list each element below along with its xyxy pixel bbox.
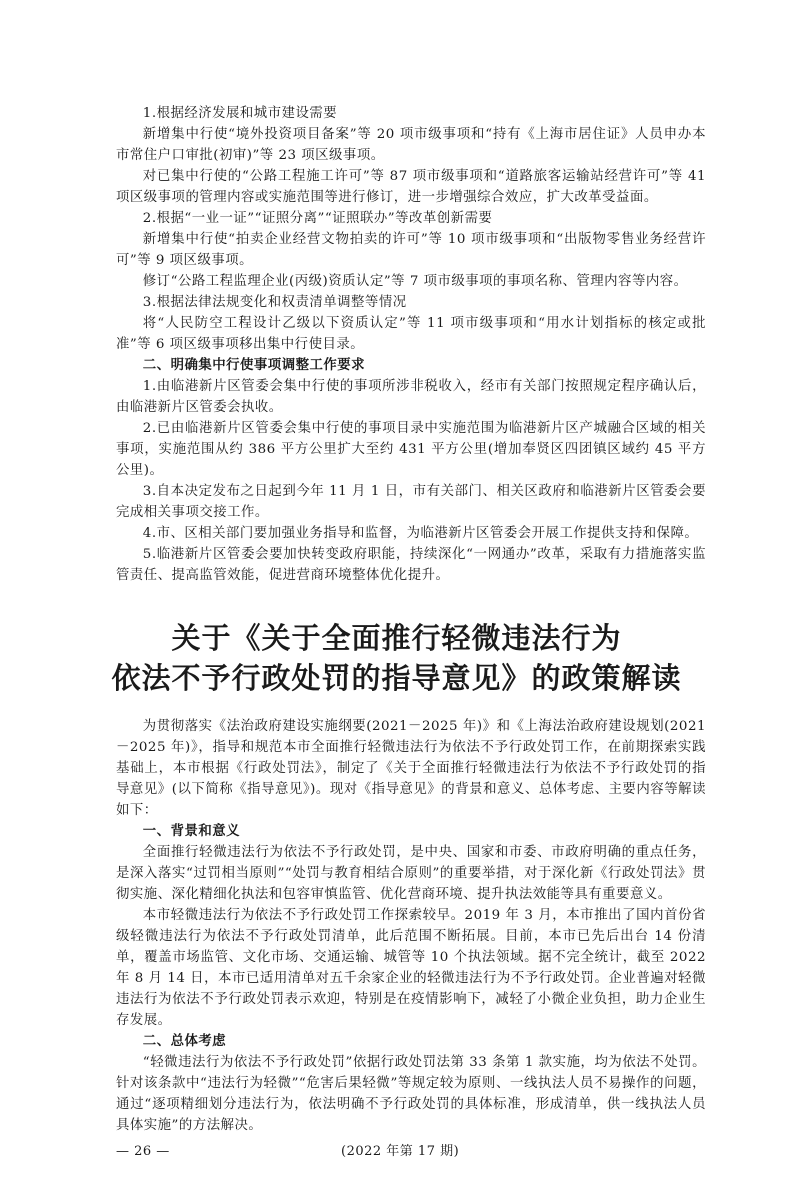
paragraph: 本市轻微违法行为依法不予行政处罚工作探索较早。2019 年 3 月，本市推出了国内首份省级轻微违法行为依法不予行政处罚清单，此后范围不断拓展。目前，本市已先后出台 14 份清单，覆盖市场监管、文化市场、交通运输、城管等 10 个执法领域。据不完全统计，截至 2022 年 8 月 14 日，本市已适用清单对五千余家企业的轻微违法行为不予行政处罚。企业普遍对轻微违法行为依法不予行政处罚表示欢迎，特别是在疫情影响下，减轻了小微企业负担，助力企业生存发展。: [116, 908, 706, 1028]
section-heading: 二、总体考虑: [142, 1034, 227, 1049]
paragraph: 4.市、区相关部门要加强业务指导和监督，为临港新片区管委会开展工作提供支持和保障。: [142, 526, 699, 541]
paragraph: 对已集中行使的“公路工程施工许可”等 87 项市级事项和“道路旅客运输站经营许可”等 41 项区级事项的管理内容或实施范围等进行修订，进一步增强综合效应，扩大改革受益面。: [116, 169, 706, 205]
article-title: [0, 618, 793, 698]
paragraph: 1.由临港新片区管委会集中行使的事项所涉非税收入，经市有关部门按照规定程序确认后，由临港新片区管委会执收。: [116, 379, 706, 415]
paragraph: 为贯彻落实《法治政府建设实施纲要(2021－2025 年)》和《上海法治政府建设规划(2021－2025 年)》，指导和规范本市全面推行轻微违法行为依法不予行政处罚工作，在前期探索实践基础上，本市根据《行政处罚法》，制定了《关于全面推行轻微违法行为依法不予行政处罚的指导意见》(以下简称《指导意见》)。现对《指导意见》的背景和意义、总体考虑、主要内容等解读如下：: [116, 719, 706, 818]
policy-interpretation-body: [116, 716, 706, 1136]
page-number: — 26 —: [116, 1144, 170, 1159]
section-heading: 一、背景和意义: [142, 824, 241, 839]
paragraph: 3.自本决定发布之日起到今年 11 月 1 日，市有关部门、相关区政府和临港新片区管委会要完成相关事项交接工作。: [116, 484, 706, 520]
paragraph: 2.根据“一业一证”“证照分离”“证照联办”等改革创新需要: [142, 211, 493, 226]
paragraph: “轻微违法行为依法不予行政处罚”依据行政处罚法第 33 条第 1 款实施，均为依法不处罚。针对该条款中“违法行为轻微”“危害后果轻微”等规定较为原则、一线执法人员不易操作的问题，通过“逐项精细划分违法行为，依法明确不予行政处罚的具体标准，形成清单，供一线执法人员具体实施”的方法解决。: [116, 1055, 706, 1133]
title-line-2: 依法不予行政处罚的指导意见》的政策解读: [111, 661, 682, 695]
paragraph: 5.临港新片区管委会要加快转变政府职能，持续深化“一网通办”改革，采取有力措施落实监管责任、提高监管效能，促进营商环境整体优化提升。: [116, 547, 706, 583]
paragraph: 全面推行轻微违法行为依法不予行政处罚，是中央、国家和市委、市政府明确的重点任务，是深入落实“过罚相当原则”“处罚与教育相结合原则”的重要举措，对于深化新《行政处罚法》贯彻实施、深化精细化执法和包容审慎监管、优化营商环境、提升执法效能等具有重要意义。: [116, 845, 706, 902]
page-footer: [116, 1142, 706, 1162]
section-heading: 二、明确集中行使事项调整工作要求: [142, 358, 366, 373]
paragraph: 1.根据经济发展和城市建设需要: [142, 106, 338, 121]
issue-label: (2022 年第 17 期): [341, 1144, 460, 1159]
title-line-1: 关于《关于全面推行轻微违法行为: [171, 621, 622, 655]
paragraph: 2.已由临港新片区管委会集中行使的事项目录中实施范围为临港新片区产城融合区域的相关事项，实施范围从约 386 平方公里扩大至约 431 平方公里(增加奉贤区四团镇区域约 45 平方公里)。: [116, 421, 706, 478]
paragraph: 修订“公路工程监理企业(丙级)资质认定”等 7 项市级事项的事项名称、管理内容等内容。: [142, 274, 688, 289]
paragraph: 新增集中行使“境外投资项目备案”等 20 项市级事项和“持有《上海市居住证》人员申办本市常住户口审批(初审)”等 23 项区级事项。: [116, 127, 706, 163]
article-continuation: [116, 103, 706, 586]
paragraph: 将“人民防空工程设计乙级以下资质认定”等 11 项市级事项和“用水计划指标的核定或批准”等 6 项区级事项移出集中行使目录。: [116, 316, 706, 352]
paragraph: 新增集中行使“拍卖企业经营文物拍卖的许可”等 10 项市级事项和“出版物零售业务经营许可”等 9 项区级事项。: [116, 232, 706, 268]
paragraph: 3.根据法律法规变化和权责清单调整等情况: [142, 295, 407, 310]
